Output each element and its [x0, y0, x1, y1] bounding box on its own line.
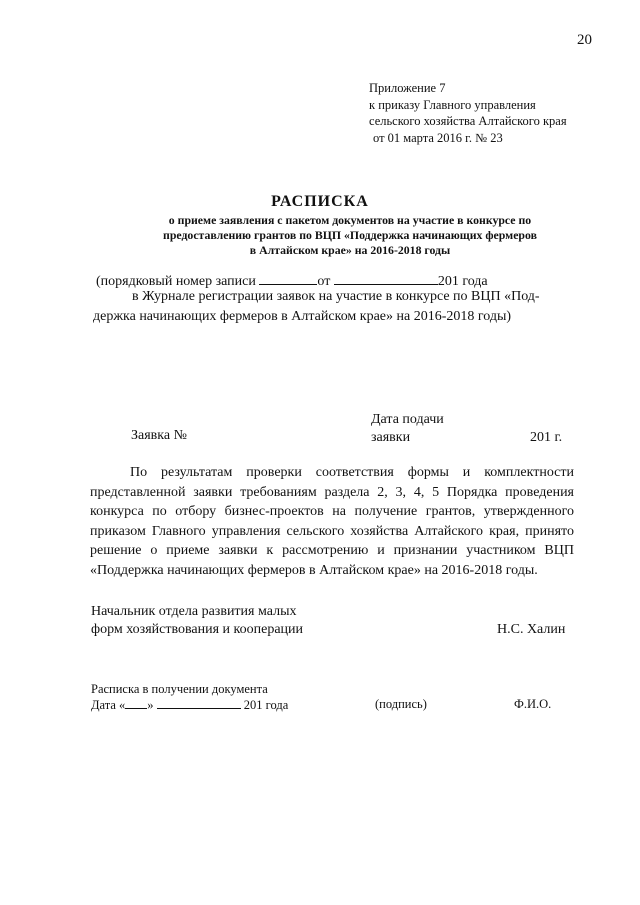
receipt-date-year: 201 года: [243, 698, 289, 712]
page-number: 20: [577, 32, 592, 48]
subtitle-line: о приеме заявления с пакетом документов на участие в конкурсе по: [168, 213, 532, 227]
appendix-line: к приказу Главного управления: [369, 97, 536, 112]
appendix-line: Приложение 7: [369, 81, 446, 95]
receipt-date-mid: »: [147, 698, 154, 712]
signatory-position-line: Начальник отдела развития малых: [91, 604, 297, 619]
application-number-label: Заявка №: [131, 428, 187, 443]
journal-line: держка начинающих фермеров в Алтайском крае» на 2016-2018 годы): [93, 309, 512, 324]
decision-paragraph: [90, 463, 574, 581]
appendix-line: от 01 марта 2016 г. № 23: [373, 130, 503, 145]
decision-text: По результатам проверки соответствия формы и комплектности представленной заявки требованиям раздела 2, 3, 4, 5 Порядка проведения конкурса по отбору бизнес-проектов на получение грантов, утвержденного приказом Главного управления сельского хозяйства Алтайского края, принято решение о приеме заявки к рассмотрению и признании участником ВЦП «Поддержка начинающих фермеров в Алтайском крае» на 2016-2018 годы.: [90, 465, 574, 578]
subtitle-line: предоставлению грантов по ВЦП «Поддержка начинающих фермеров: [163, 228, 537, 242]
signatory-name: Н.С. Халин: [497, 622, 566, 637]
receipt-date-prefix: Дата «: [91, 698, 126, 712]
receipt-day-blank[interactable]: [125, 696, 147, 709]
signature-label: (подпись): [375, 697, 427, 711]
receipt-title: Расписка в получении документа: [91, 682, 268, 696]
journal-number-label: (порядковый номер записи: [96, 274, 256, 289]
journal-record-line: [96, 272, 488, 290]
appendix-line: сельского хозяйства Алтайского края: [369, 114, 567, 128]
submission-date-label-2: заявки: [371, 430, 411, 445]
journal-year-label: 201 года: [437, 274, 488, 289]
record-number-blank[interactable]: [259, 272, 317, 285]
document-subtitle: [130, 213, 570, 258]
subtitle-line: в Алтайском крае» на 2016-2018 годы: [249, 243, 451, 257]
submission-year: 201 г.: [530, 430, 563, 445]
submission-date-label: Дата подачи: [371, 412, 444, 427]
journal-line: в Журнале регистрации заявок на участие в конкурсе по ВЦП «Под-: [132, 289, 540, 304]
document-title: РАСПИСКА: [271, 193, 369, 210]
record-date-blank[interactable]: [334, 272, 438, 285]
journal-from-label: от: [317, 274, 331, 289]
appendix-block: [369, 80, 567, 146]
receipt-date-line: [91, 696, 288, 713]
fio-label: Ф.И.О.: [514, 697, 552, 711]
receipt-month-blank[interactable]: [157, 696, 241, 709]
signatory-position-line: форм хозяйствования и кооперации: [91, 622, 304, 637]
